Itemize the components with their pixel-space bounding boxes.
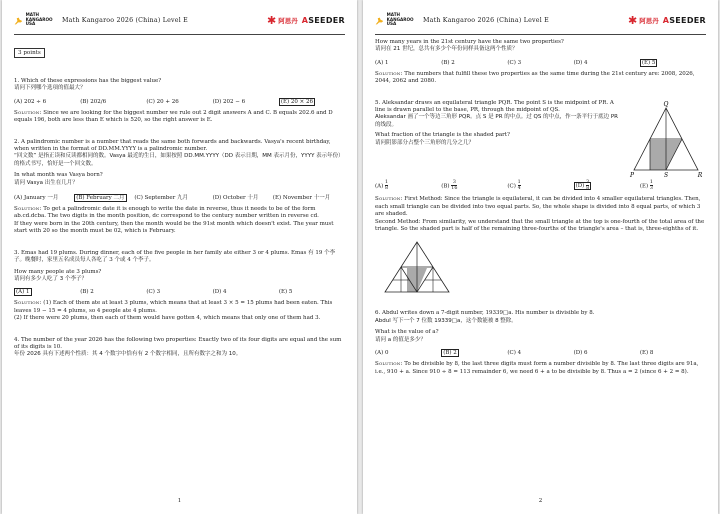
question-ask-cn: 请问 a 的值是多少？ xyxy=(375,336,426,343)
option-a xyxy=(14,289,80,295)
option-d xyxy=(574,180,640,192)
question-4-continued xyxy=(375,39,706,86)
option-b: (B) 2 xyxy=(441,59,455,66)
question-2 xyxy=(14,139,345,236)
option-e: (E) 5 xyxy=(278,289,293,296)
page-number: 1 xyxy=(177,498,182,504)
correct-answer: (E) 20 × 26 xyxy=(280,98,313,105)
solution: Solution: The numbers that fulfill these two properties as the same time during the 21st century are: 2008, 2026, 2044, 2062 and 2080. xyxy=(375,70,695,85)
question-ask-cn: 请问在 21 世纪，总共有多少个年份同样具备这两个性质？ xyxy=(375,46,518,53)
question-ask: How many people ate 3 plums? xyxy=(14,268,102,275)
question-text: 2. A palindromic number is a number that reads the same both forwards and backwards. Vasya's recent birthday, when written in the format of DD.MM.YYYY is a palindromic number. xyxy=(14,138,331,153)
page-number: 2 xyxy=(538,498,543,504)
correct-answer: (A) 1 xyxy=(16,289,30,296)
label-r: R xyxy=(697,171,703,178)
solution: Solution: Since we are looking for the biggest number we rule out 2 digit answers A and C. B equals 202.6 and D equals 196, both are less than E which is 520, so the right answer is E. xyxy=(14,109,333,124)
kangaroo-icon xyxy=(375,15,385,27)
document-page-1 xyxy=(2,0,357,514)
question-ask-cn: 请问 Vasya 出生在几月？ xyxy=(14,179,78,186)
label-s: S xyxy=(663,171,669,178)
option-b: (B) 2 xyxy=(80,289,94,296)
question-ask: What is the value of a? xyxy=(375,329,439,336)
option-a: (A) January 一月 xyxy=(14,195,59,202)
question-text-cn: Abdul 写下一个 7 位数 19339□a，这个数能被 8 整除。 xyxy=(375,317,517,324)
option-b: (B) $\frac{3}{16}$ xyxy=(441,179,458,192)
option-c: (C) 3 xyxy=(507,59,522,66)
option-c: (C) September 九月 xyxy=(134,195,189,202)
option-b xyxy=(74,193,134,201)
option-b: (B) 202/6 xyxy=(80,98,107,105)
document-page-2 xyxy=(363,0,718,514)
solution: Solution: To be divisible by 8, the last three digits must form a number divisible by 8. The last three digits are 91a, i.e., 910 + a. Since 910 ÷ 8 = 113 remainder 6, we need 6 + a to be divisible by 8. Thus a = 2 (since 6 + 2 = 8). xyxy=(375,361,699,375)
math-kangaroo-logo xyxy=(14,13,62,27)
question-text: 3. Emas had 19 plums. During dinner, each of the five people in her family ate either 3 or 4 plums. Emas 有 19 个李子。晚餐时，家里五名成员每人各吃了 3 个或 4 个李子。 xyxy=(14,249,336,264)
option-a: (A) $\frac{1}{8}$ xyxy=(375,179,389,192)
question-text: 4. The number of the year 2026 has the following two properties: Exactly two of its four digits are equal and the sum of its digits is 10. xyxy=(14,336,342,350)
points-badge: 3 points xyxy=(14,48,45,58)
option-e xyxy=(279,99,345,105)
answer-options xyxy=(375,60,706,66)
question-ask: How many years in the 21st century have the same two properties? xyxy=(375,39,564,45)
correct-answer: (B) February 二月 xyxy=(76,195,125,202)
question-text: 5. Aleksandar draws an equilateral triangle PQR. The point S is the midpoint of PR. A line is drawn parallel to the base, PR, through the midpoint of QS. xyxy=(375,99,614,114)
brand-star-icon: ✱ xyxy=(267,13,277,27)
option-c: (C) 3 xyxy=(146,289,161,296)
question-text-cn: 请问下列哪个选项的值最大？ xyxy=(14,85,86,92)
question-ask: What fraction of the triangle is the shaded part? xyxy=(375,132,510,139)
brand-cn: 阿思丹 xyxy=(278,16,298,25)
solution-continued: (2) If there were 20 plums, then each of them would have gotten 4, which means that only one of them had 3. xyxy=(14,315,321,322)
correct-answer: (E) 5 xyxy=(641,59,656,66)
logo-text: MATH KANGAROO USA xyxy=(25,12,53,27)
option-d: (D) October 十月 xyxy=(212,195,259,202)
answer-options xyxy=(14,99,345,105)
brand-en: ASEEDER xyxy=(662,15,706,25)
subdivided-triangle-diagram xyxy=(381,238,453,296)
solution: Solution: To get a palindromic date it is enough to write the date in reverse, thus it needs to be of the form ab.cd.dcba. The two digits in the month position, dc correspond to the century number written in reverse cd. xyxy=(14,206,319,220)
option-d: (D) 202 − 6 xyxy=(212,98,246,105)
page-header xyxy=(14,6,345,35)
correct-answer: (B) 2 xyxy=(443,350,457,357)
option-c: (C) $\frac{1}{4}$ xyxy=(507,179,521,192)
solution-continued: If they were born in the 20th century, then the month would be the 91st month which doesn't exist. The year must start with 20 so the month must be 02, which is February. xyxy=(14,220,334,235)
brand-cn: 阿思丹 xyxy=(639,16,659,25)
question-text: 6. Abdul writes down a 7-digit number, 19339□a. His number is divisible by 8. xyxy=(375,310,595,317)
option-e: (E) November 十一月 xyxy=(272,195,331,202)
question-5 xyxy=(375,100,706,297)
option-e: (E) $\frac{1}{3}$ xyxy=(639,179,653,192)
question-text: 1. Which of these expressions has the biggest value? xyxy=(14,78,162,84)
aseeder-brand xyxy=(267,14,345,27)
solution: Solution: (1) Each of them ate at least 3 plums, which means that at least 3 × 5 = 15 plums had been eaten. This leaves 19 − 15 = 4 plums, so 4 people ate 4 plums. xyxy=(14,300,333,314)
brand-en: ASEEDER xyxy=(301,15,345,25)
option-d: (D) 6 xyxy=(573,350,588,357)
option-e xyxy=(640,60,706,66)
label-p: P xyxy=(629,171,635,178)
page-header xyxy=(375,6,706,35)
question-ask-cn: 请问阴影部分占整个三角形的几分之几？ xyxy=(375,139,475,146)
math-kangaroo-logo xyxy=(375,13,423,27)
question-ask-cn: 请问有多少人吃了 3 个李子？ xyxy=(14,275,87,282)
option-e: (E) 8 xyxy=(639,350,654,357)
question-text-cn: Aleksandar 画了一个等边三角形 PQR。点 S 是 PR 的中点。过 QS 的中点，作一条平行于底边 PR 的线段。 xyxy=(375,114,618,128)
question-text-cn: “回文数” 是指正读和反读都相同的数。Vasya 最近的生日，如果按照 DD.MM.YYYY（DD 表示日期，MM 表示月份，YYYY 表示年份）的格式书写，恰好是一个回文数。 xyxy=(14,153,344,167)
option-a: (A) 0 xyxy=(375,350,389,357)
brand-star-icon: ✱ xyxy=(628,13,638,27)
answer-options xyxy=(14,289,345,295)
option-d: (D) 4 xyxy=(573,59,588,66)
option-b xyxy=(441,350,507,356)
header-title: Math Kangaroo 2026 (China) Level E xyxy=(62,16,188,24)
aseeder-brand xyxy=(628,14,706,27)
question-text-cn: 年份 2026 具有下述两个性质：其 4 个数字中恰有有 2 个数字相同，且所有数字之和为 10。 xyxy=(14,351,242,358)
question-6 xyxy=(375,310,706,375)
header-title: Math Kangaroo 2026 (China) Level E xyxy=(423,16,549,24)
option-a: (A) 202 ÷ 6 xyxy=(14,98,47,105)
answer-options xyxy=(14,193,345,201)
option-c: (C) 4 xyxy=(507,350,522,357)
triangle-pqr-diagram xyxy=(626,100,706,178)
question-ask: In what month was Vasya born? xyxy=(14,172,103,179)
solution: Solution: First Method: Since the triangle is equilateral, it can be divided into 4 smaller equilateral triangles. Then, each small triangle can be divided into two equal parts. So, the whole shape is divided into 8 equal parts, of which 3 are shaded. xyxy=(375,196,701,218)
question-3 xyxy=(14,250,345,323)
label-q: Q xyxy=(663,100,669,108)
option-d: (D) 4 xyxy=(212,289,227,296)
answer-options xyxy=(375,180,706,192)
logo-text: MATH KANGAROO USA xyxy=(386,12,414,27)
solution-continued: Second Method: From similarity, we understand that the small triangle at the top is one-fourth of the total area of the triangle. So the shaded part is half of the remaining three-fourths of the triangle's area – that is, three-eighths of it. xyxy=(375,218,705,233)
option-c: (C) 20 + 26 xyxy=(146,98,179,105)
kangaroo-icon xyxy=(14,15,24,27)
option-a: (A) 1 xyxy=(375,59,389,66)
correct-answer: (D) $\frac{3}{8}$ xyxy=(575,179,590,192)
question-1 xyxy=(14,78,345,125)
answer-options xyxy=(375,350,706,356)
question-4 xyxy=(14,337,345,359)
